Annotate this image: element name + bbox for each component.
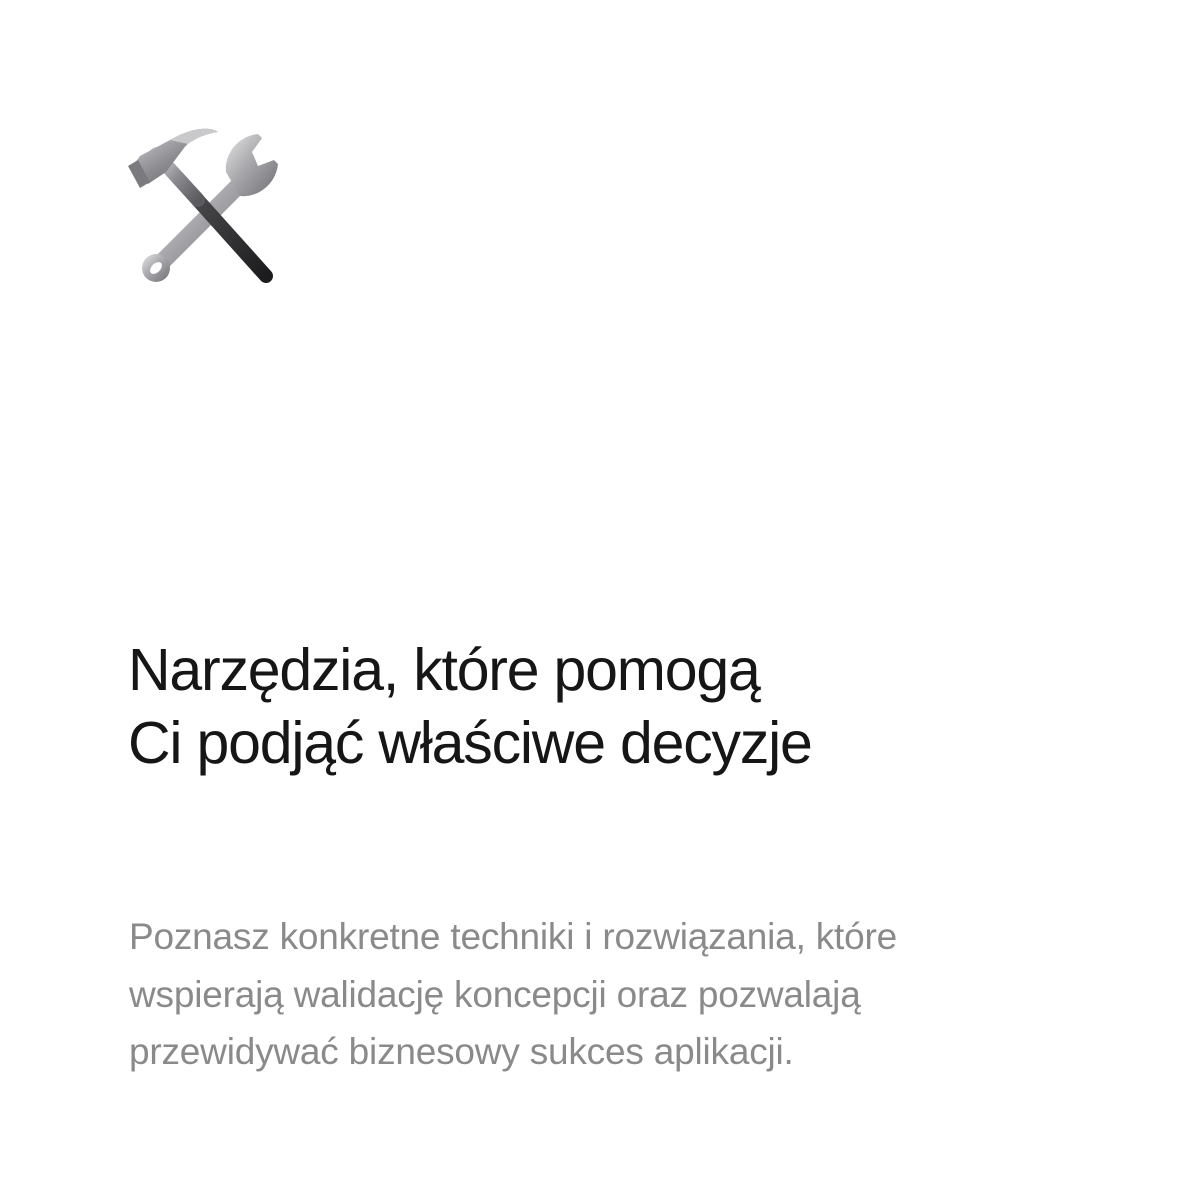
description — [129, 908, 1089, 1081]
description-line-1: Poznasz konkretne techniki i rozwiązania, które — [129, 916, 897, 957]
headline-line-1: Narzędzia, które pomogą — [128, 637, 760, 703]
hammer-and-wrench-icon — [126, 126, 288, 290]
description-line-2: wspierają walidację koncepcji oraz pozwalają — [129, 973, 861, 1015]
description-line-3: przewidywać biznesowy sukces aplikacji. — [129, 1031, 794, 1072]
headline-line-2: Ci podjąć właściwe decyzje — [128, 710, 812, 776]
headline — [128, 634, 1088, 780]
